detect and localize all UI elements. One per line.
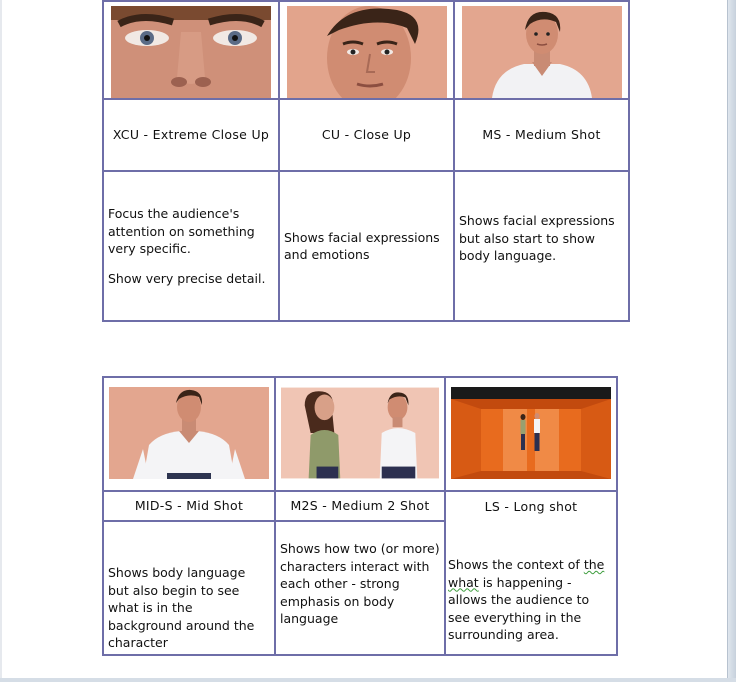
window-right-edge	[727, 0, 736, 682]
xcu-image-cell	[103, 1, 279, 99]
extreme-close-up-face-image	[111, 6, 271, 98]
xcu-label: XCU - Extreme Close Up	[103, 99, 279, 171]
ls-label: LS - Long shot	[445, 491, 617, 655]
ls-description-start: Shows the context of	[448, 557, 584, 572]
ms-image-cell	[454, 1, 629, 99]
cu-description	[279, 171, 454, 321]
cu-label: CU - Close Up	[279, 99, 454, 171]
xcu-description-line-1: Focus the audience's attention on something very specific.	[108, 206, 255, 256]
xcu-description	[103, 171, 279, 321]
long-shot-room-image	[450, 387, 612, 479]
mids-label: MID-S - Mid Shot	[103, 491, 275, 521]
camera-shots-table-1	[102, 0, 630, 322]
ms-label: MS - Medium Shot	[454, 99, 629, 171]
medium-shot-man-image	[461, 6, 623, 98]
cu-description-line-1: Shows facial expressions and emotions	[284, 229, 440, 262]
m2s-label: M2S - Medium 2 Shot	[275, 491, 445, 521]
mid-shot-man-image	[109, 387, 269, 479]
cu-image-cell	[279, 1, 454, 99]
mids-image-cell	[103, 377, 275, 491]
ls-description-squiggle: the what	[448, 557, 605, 590]
m2s-description-line-1: Shows how two (or more) characters interact with each other - strong emphasis on body language	[280, 541, 440, 626]
ls-description-end: is happening - allows the audience to see everything in the surrounding area.	[448, 574, 590, 642]
two-characters-facing-image	[281, 387, 439, 479]
ls-description	[448, 556, 612, 644]
ms-description-line-1: Shows facial expressions but also start to show body language.	[459, 213, 615, 263]
window-bottom-edge	[0, 678, 736, 682]
mids-description-line-1: Shows body language but also begin to see what is in the background around the character	[108, 565, 255, 650]
page-left-edge	[0, 0, 2, 682]
ls-image-cell	[445, 377, 617, 491]
m2s-image-cell	[275, 377, 445, 491]
close-up-face-image	[286, 6, 448, 98]
mids-description	[103, 521, 275, 655]
m2s-description	[275, 521, 445, 655]
ms-description	[454, 171, 629, 321]
xcu-description-line-2: Show very precise detail.	[108, 270, 266, 286]
